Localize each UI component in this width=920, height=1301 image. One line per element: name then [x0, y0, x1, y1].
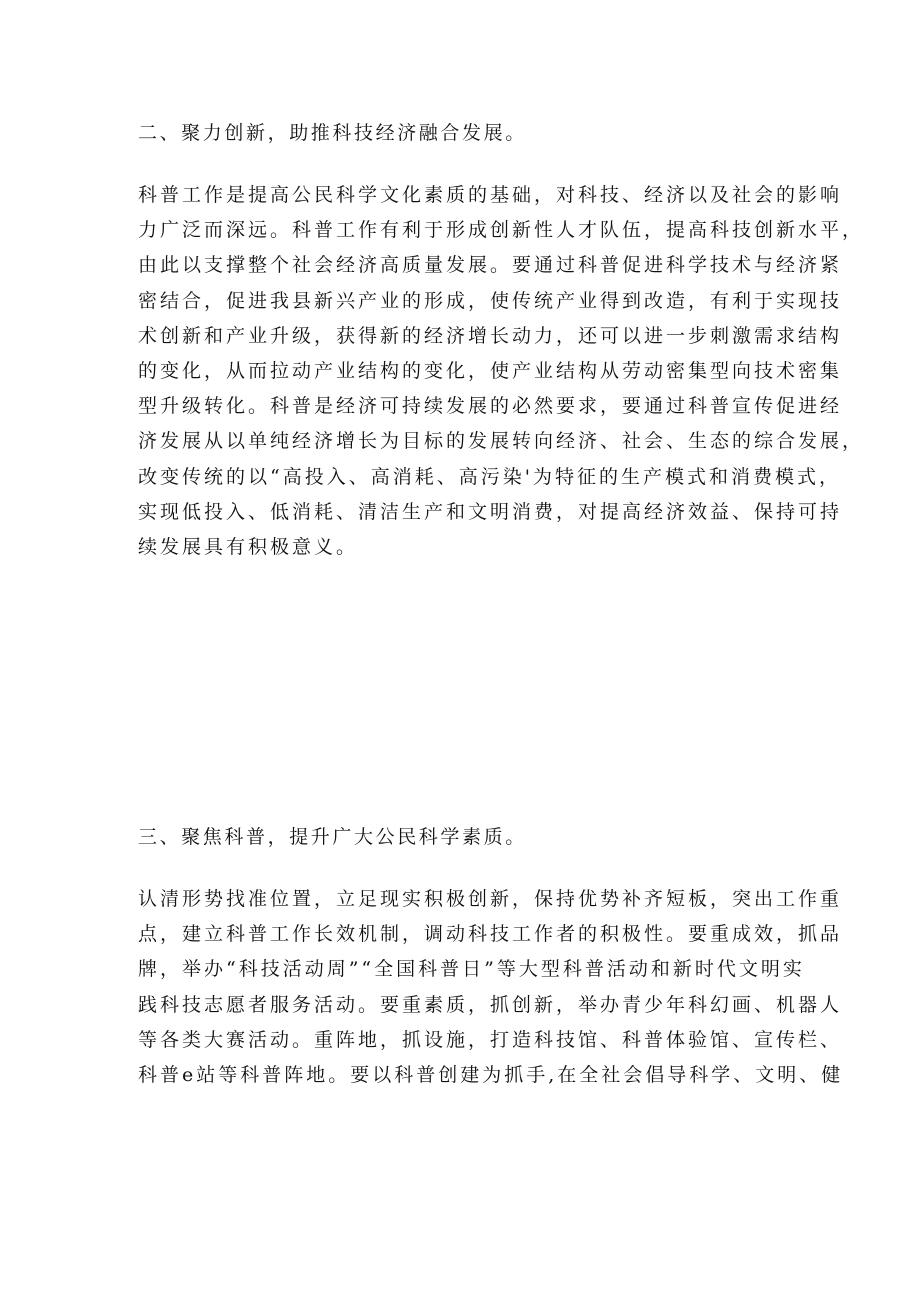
paragraph-line: 力广泛而深远。科普工作有利于形成创新性人才队伍，提高科技创新水平，	[138, 219, 865, 242]
section-paragraph	[138, 882, 843, 1093]
paragraph-line: 术创新和产业升级，获得新的经济增长动力，还可以进一步刺激需求结构	[138, 324, 843, 347]
section-paragraph	[138, 178, 864, 565]
paragraph-line: 牌，举办“科技活动周”“全国科普日”等大型科普活动和新时代文明实	[138, 958, 805, 981]
paragraph-line: 点，建立科普工作长效机制，调动科技工作者的积极性。要重成效，抓品	[138, 923, 843, 946]
paragraph-line: 由此以支撑整个社会经济高质量发展。要通过科普促进科学技术与经济紧	[138, 254, 843, 277]
paragraph-line: 的变化，从而拉动产业结构的变化，使产业结构从劳动密集型向技术密集	[138, 359, 843, 382]
paragraph-line: 型升级转化。科普是经济可持续发展的必然要求，要通过科普宣传促进经	[138, 395, 843, 418]
paragraph-line: 密结合，促进我县新兴产业的形成，使传统产业得到改造，有利于实现技	[138, 289, 843, 312]
paragraph-line: 践科技志愿者服务活动。要重素质，抓创新，举办青少年科幻画、机器人	[138, 993, 843, 1016]
paragraph-line: 认清形势找准位置，立足现实积极创新，保持优势补齐短板，突出工作重	[138, 888, 843, 910]
paragraph-line: 科普工作是提高公民科学文化素质的基础，对科技、经济以及社会的影响	[138, 184, 843, 206]
section-heading: 二、聚力创新，助推科技经济融合发展。	[138, 122, 527, 144]
paragraph-line: 实现低投入、低消耗、清洁生产和文明消费，对提高经济效益、保持可持	[138, 500, 843, 523]
paragraph-line: 科普e站等科普阵地。要以科普创建为抓手,在全社会倡导科学、文明、健	[138, 1063, 844, 1086]
paragraph-line: 济发展从以单纯经济增长为目标的发展转向经济、社会、生态的综合发展，	[138, 430, 865, 453]
paragraph-line: 等各类大赛活动。重阵地，抓设施，打造科技馆、科普体验馆、宣传栏、	[138, 1028, 843, 1051]
paragraph-line: 改变传统的以“高投入、高消耗、高污染'为特征的生产模式和消费模式，	[138, 465, 841, 488]
paragraph-line: 续发展具有积极意义。	[138, 535, 359, 558]
section-heading: 三、聚焦科普，提升广大公民科学素质。	[138, 826, 527, 848]
